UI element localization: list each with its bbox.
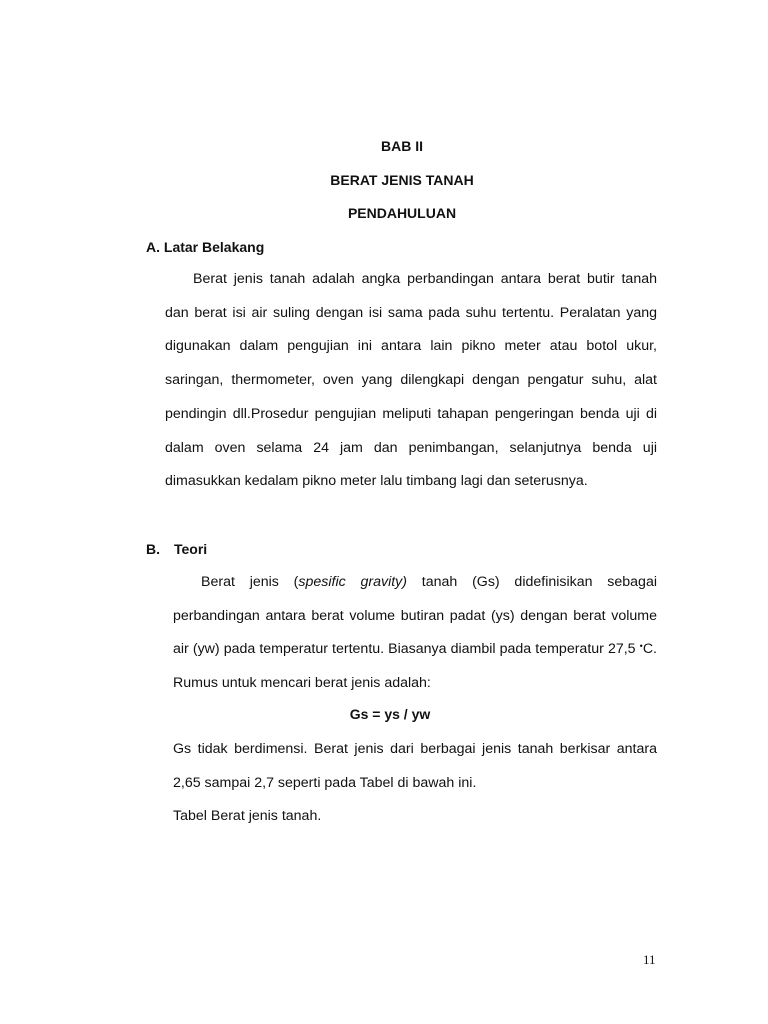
- section-a-paragraph: Berat jenis tanah adalah angka perbandingan antara berat butir tanah dan berat isi air suling dengan isi sama pada suhu tertentu. Peralatan yang digunakan dalam pengujian ini antara lain pikno meter atau botol ukur, saringan, thermometer, oven yang dilengkapi dengan pengatur suhu, alat pendingin dll.Prosedur pengujian meliputi tahapan pengeringan benda uji di dalam oven selama 24 jam dan penimbangan, selanjutnya benda uji dimasukkan kedalam pikno meter lalu timbang lagi dan seterusnya.: [165, 271, 657, 490]
- section-a-heading: A. Latar Belakang: [146, 239, 265, 255]
- p1-text-middle: tanah (Gs) didefinisikan sebagai perbandingan antara berat volume butiran padat (ys) dengan berat volume air (yw) pada temperatur tertentu. Biasanya diambil pada temperatur 27,5: [173, 574, 657, 658]
- p1-text-end: C. Rumus untuk mencari berat jenis adalah:: [173, 641, 657, 692]
- table-caption: Tabel Berat jenis tanah.: [173, 808, 322, 824]
- section-b-number: B.: [146, 541, 160, 557]
- degree-symbol: •: [639, 641, 643, 652]
- chapter-subtitle: PENDAHULUAN: [347, 205, 457, 221]
- section-b-heading: [146, 541, 207, 557]
- chapter-title: BERAT JENIS TANAH: [330, 172, 474, 188]
- section-b-paragraph-1: [173, 566, 657, 701]
- p1-text-start: Berat jenis (: [201, 574, 299, 590]
- chapter-heading: BAB II: [381, 138, 423, 154]
- page-number: 11: [643, 952, 656, 967]
- section-b-label: Teori: [174, 541, 208, 557]
- p1-italic-term: spesific gravity): [298, 574, 407, 590]
- section-b-paragraph-2: Gs tidak berdimensi. Berat jenis dari berbagai jenis tanah berkisar antara 2,65 sampai 2,7 seperti pada Tabel di bawah ini.: [173, 741, 657, 791]
- formula: Gs = ys / yw: [349, 706, 431, 722]
